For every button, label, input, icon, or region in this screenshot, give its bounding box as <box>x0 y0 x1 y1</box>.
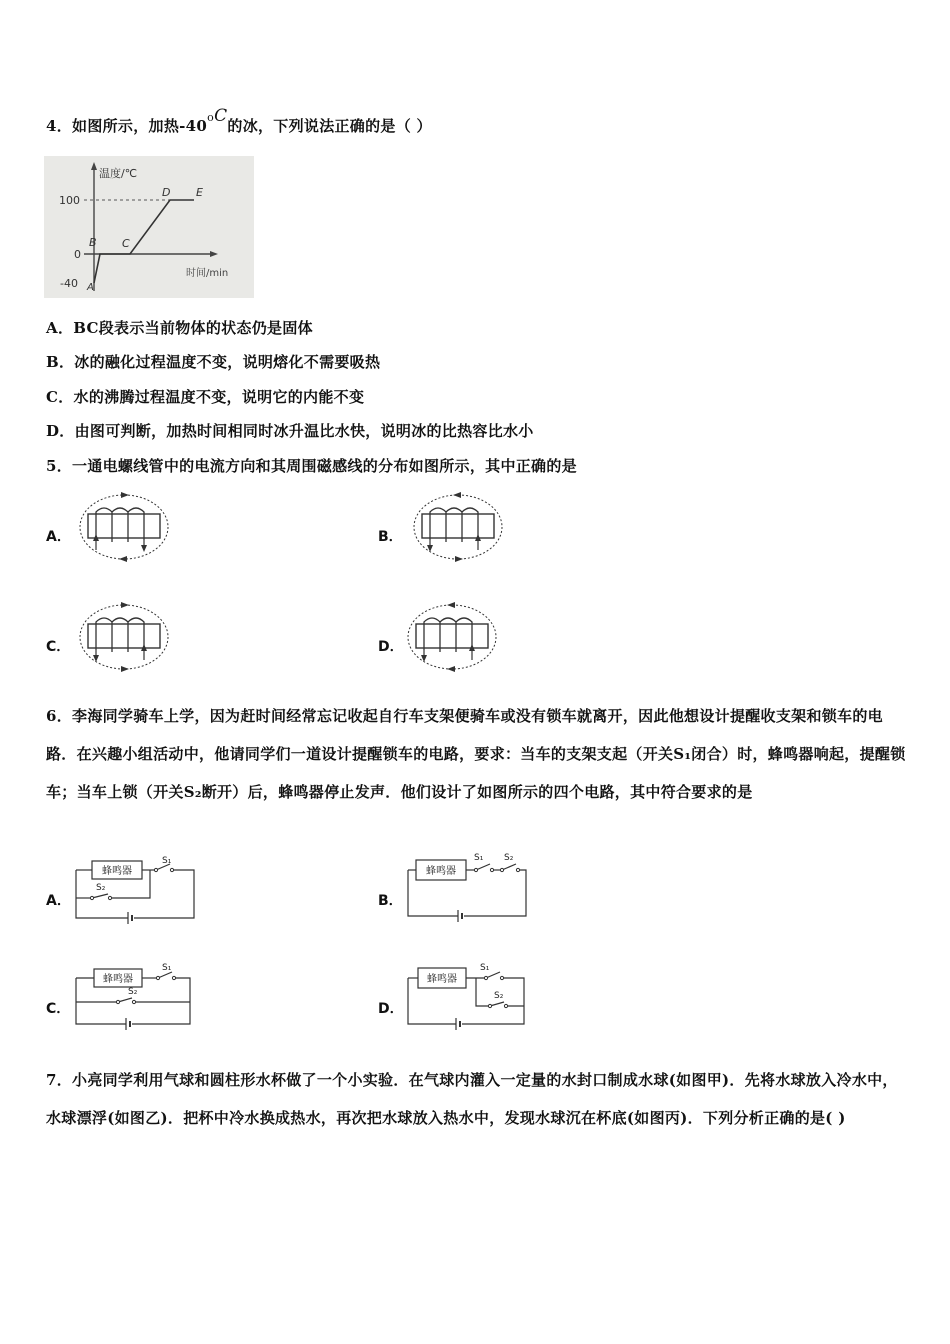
q5-solenoid-b <box>408 490 508 566</box>
graph-xlabel: 时间/min <box>186 268 229 279</box>
circuit-c-buzzer: 蜂鸣器 <box>103 974 133 985</box>
graph-point-c: C <box>122 237 130 250</box>
q6-label-c: C． <box>46 1001 71 1017</box>
circuit-d-s2: S₂ <box>494 991 504 1001</box>
q5-label-b: B． <box>378 529 403 545</box>
circuit-c-s2: S₂ <box>128 987 138 997</box>
q6-stem: 6．李海同学骑车上学，因为赶时间经常忘记收起自行车支架便骑车或没有锁车就离开，因此他想设计提醒收支架和锁车的电路．在兴趣小组活动中，他请同学们一道设计提醒锁车的电路，要求：当车的支架支起（开关S₁闭合）时，蜂鸣器响起，提醒锁车；当车上锁（开关S₂断开）后，蜂鸣器停止发声．他们设计了如图所示的四个电路，其中符合要求的是 <box>46 707 906 801</box>
q5-solenoid-c <box>74 600 174 676</box>
q4-stem-suffix: 的冰，下列说法正确的是（ ） <box>227 117 432 135</box>
graph-point-d: D <box>162 186 171 199</box>
q4-option-a: A．BC段表示当前物体的状态仍是固体 <box>46 319 313 337</box>
q4-option-b: B．冰的融化过程温度不变，说明熔化不需要吸热 <box>46 353 381 371</box>
q5-stem: 5．一通电螺线管中的电流方向和其周围磁感线的分布如图所示，其中正确的是 <box>46 457 577 475</box>
circuit-d-buzzer: 蜂鸣器 <box>427 974 457 985</box>
graph-point-e: E <box>196 186 203 199</box>
q6-circuit-c <box>70 960 200 1040</box>
q5-label-a: A． <box>46 529 71 545</box>
q6-label-a: A． <box>46 893 71 909</box>
q6-circuit-d <box>404 958 534 1038</box>
q5-label-d: D． <box>378 639 404 655</box>
circuit-b-buzzer: 蜂鸣器 <box>426 866 456 877</box>
graph-tick-0: 0 <box>74 248 81 261</box>
q6-label-d: D． <box>378 1001 404 1017</box>
circuit-b-s1: S₁ <box>474 853 484 863</box>
q4-degree-mark: o <box>207 111 215 124</box>
circuit-d-s1: S₁ <box>480 963 490 973</box>
q4-option-d: D．由图可判断，加热时间相同时冰升温比水快，说明冰的比热容比水小 <box>46 422 534 440</box>
graph-point-a: A <box>87 282 94 293</box>
q5-label-c: C． <box>46 639 71 655</box>
q4-option-c: C．水的沸腾过程温度不变，说明它的内能不变 <box>46 388 365 406</box>
q6-circuit-b <box>404 850 534 930</box>
circuit-a-buzzer: 蜂鸣器 <box>102 866 132 877</box>
q4-stem <box>46 106 432 138</box>
q6-label-b: B． <box>378 893 403 909</box>
q4-unit: C <box>214 106 228 126</box>
circuit-a-s2: S₂ <box>96 883 106 893</box>
circuit-a-s1: S₁ <box>162 856 172 866</box>
q5-solenoid-d <box>402 600 502 676</box>
q6-circuit-a <box>70 852 200 932</box>
q5-solenoid-a <box>74 490 174 566</box>
circuit-c-s1: S₁ <box>162 963 172 973</box>
circuit-b-s2: S₂ <box>504 853 514 863</box>
graph-ylabel: 温度/℃ <box>99 167 138 180</box>
graph-point-b: B <box>89 236 97 249</box>
graph-tick-minus40: -40 <box>60 277 78 290</box>
graph-tick-100: 100 <box>59 194 80 207</box>
q7-stem: 7．小亮同学利用气球和圆柱形水杯做了一个小实验．在气球内灌入一定量的水封口制成水球(如图甲)．先将水球放入冷水中，水球漂浮(如图乙)．把杯中冷水换成热水，再次把水球放入热水中，发现水球沉在杯底(如图丙)．下列分析正确的是( ) <box>46 1071 898 1127</box>
q4-stem-prefix: 4．如图所示，加热-40 <box>46 117 208 135</box>
q4-temperature-graph <box>44 156 254 298</box>
